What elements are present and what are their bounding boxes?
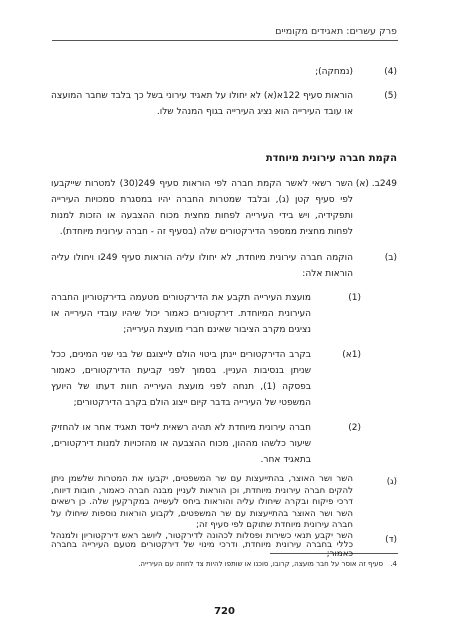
section-title: הקמת חברה עירונית מיוחדת: [265, 153, 397, 164]
subclause-number: (1א): [342, 350, 361, 360]
item-text: הוראות סעיף 122א(א) לא יחולו על תאגיד עירוני בשל כך בלבד שחבר המועצה או עובד העירייה הוא נציג העירייה בגוף המנהל שלו.: [51, 91, 353, 117]
clause-number: (ב): [384, 253, 397, 263]
footnote-number: 4.: [390, 560, 397, 568]
item-number: (5): [384, 91, 397, 101]
clause-row: [51, 250, 397, 284]
clause-row: [51, 531, 397, 559]
subclause-text: מועצת העירייה תקבע את הדירקטורים מטעמה בדירקטוריון החברה העירונית המיוחדת. דירקטורים כאמור יכול שיהיו עובדי העירייה או נציגים מקרב הציבור שאינם חברי מועצת העירייה;: [51, 293, 311, 335]
clause-text: השר רשאי לאשר הקמת חברה לפי הוראות סעיף 249(30) למטרות שייקבעו לפי סעיף קטן (ג), ובלבד שמטרות החברה יהיו במסגרת סמכויות העירייה ותפקידיה, ויש בידי העירייה לפחות מחצית מכוח ההצבעה או הזכות למנות לפחות מחצית ממספר הדירקטורים שלה (בסעיף זה - חברה עירונית מיוחדת).: [51, 179, 353, 237]
subclause-row: [51, 420, 397, 470]
subclause-number: (1): [348, 293, 361, 303]
item-number: (4): [384, 67, 397, 77]
item-row: [51, 88, 397, 138]
clause-number: 249ב. (א): [355, 179, 397, 189]
subclause-number: (2): [348, 423, 361, 433]
subclause-row: [51, 290, 397, 340]
clause-text: הוקמה חברה עירונית מיוחדת, לא יחולו עליה הוראות סעיף 249ו ויחולו עליה הוראות אלה:: [51, 253, 353, 279]
item-row: [51, 64, 397, 80]
subclause-row: [51, 347, 397, 413]
clause-text: השר ושר האוצר, בהתייעצות עם שר המשפטים, יקבעו את המטרות שלשמן ניתן להקים חברה עירונית מיוחדת, וכן הוראות לעניין מבנה חברה כאמור, חובות דיווח, דרכי פיקוח ובקרה שיחולו עליה והוראות ביחס לעשייה במקרקעין שלה. כן רשאים השר ושר האוצר בהתייעצות עם שר המשפטים, לקבוע הוראות נוספות שיחולו על חברה עירונית מיוחדת שתוקם לפי סעיף זה;: [51, 474, 353, 530]
clause-row: [51, 176, 397, 242]
footnote-text: סעיף זה אוסר על חבר מועצה, קרובו, סוכנו או שותפו להיות צד לחוזה עם העירייה.: [138, 560, 383, 568]
running-head: פרק עשרים: תאגידים מקומיים: [275, 26, 397, 37]
page-number: 720: [214, 606, 235, 617]
subclause-text: חברה עירונית מיוחדת לא תהיה רשאית לייסד תאגיד אחר או להחזיק שיעור כלשהו מההון, מכוח ההצבעה או מהזכויות למנות דירקטורים, בתאגיד אחר.: [51, 423, 311, 465]
clause-number: (ד): [385, 535, 397, 545]
subclause-text: בקרב הדירקטורים יינתן ביטוי הולם לייצוגם של בני שני המינים, ככל שניתן בנסיבות העניין. בסמוך לפני קביעת הדירקטורים, כאמור בפסקה (1), תנחה לפני מועצת העירייה חוות דעתו של היועץ המשפטי של העירייה בדבר קיום ייצוג הולם בקרב הדירקטורים;: [51, 350, 311, 408]
header-rule: [52, 40, 398, 41]
clause-number: (ג): [386, 477, 397, 487]
clause-text: השר יקבע תנאי כשירות ופסלות לכהונה לדירקטור, ליושב ראש דירקטוריון ולמנהל כללי בחברה עירונית מיוחדת, ודרכי מינוי של דירקטורים מטעם העירייה בחברה כאמור;: [51, 531, 353, 559]
item-text: (נמחקה);: [315, 67, 353, 77]
